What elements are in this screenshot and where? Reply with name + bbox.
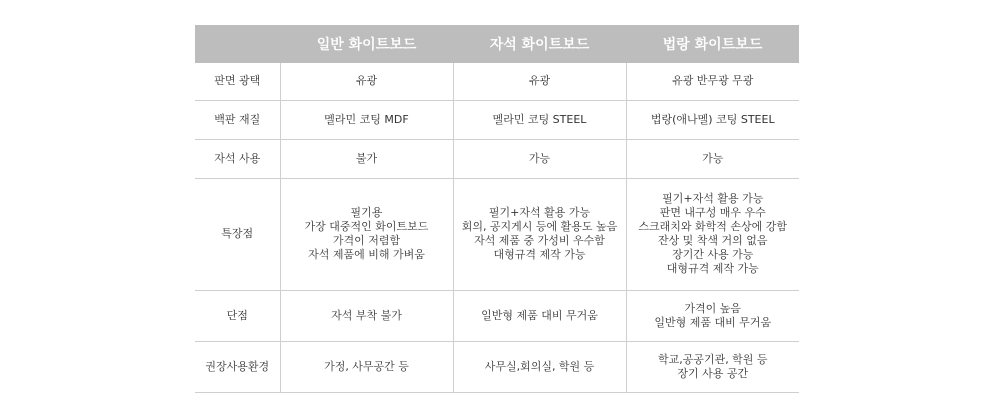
header-enamel-whiteboard: 법랑 화이트보드 <box>662 37 763 53</box>
cell-line: 가능 <box>528 151 551 165</box>
row-label: 백판 재질 <box>195 100 280 139</box>
cell-line: 판면 내구성 매우 우수 <box>659 206 766 219</box>
header-corner <box>195 25 280 63</box>
cell-line: 자석 부착 불가 <box>331 308 402 322</box>
cell-line: 법랑(애나멜) 코팅 STEEL <box>650 112 775 126</box>
cell-line: 자석 제품 중 가성비 우수함 <box>474 234 605 247</box>
cell-line: 장기 사용 공간 <box>677 366 749 380</box>
header-row <box>195 25 799 63</box>
cell-line: 대형규격 제작 가능 <box>666 262 759 275</box>
cell-general <box>280 290 453 341</box>
cell-magnetic <box>453 341 626 392</box>
cell-line: 가격이 높음 <box>684 301 742 315</box>
row-features <box>195 178 799 290</box>
cell-line: 잔상 및 착색 거의 없음 <box>657 234 768 247</box>
whiteboard-comparison-table <box>195 25 799 393</box>
cell-line: 유광 <box>528 74 551 88</box>
cell-line: 유광 반무광 무광 <box>672 74 754 88</box>
cell-general <box>280 341 453 392</box>
cell-line: 멜라민 코팅 MDF <box>324 112 409 126</box>
cell-general <box>280 63 453 100</box>
row-magnet-use <box>195 139 799 178</box>
cell-general <box>280 139 453 178</box>
cell-line: 대형규격 제작 가능 <box>493 248 586 261</box>
cell-magnetic <box>453 100 626 139</box>
cell-line: 가격이 저렴함 <box>332 234 401 247</box>
cell-line: 필기용 <box>350 206 383 219</box>
row-label: 권장사용환경 <box>195 341 280 392</box>
cell-line: 필기+자석 활용 가능 <box>662 192 764 205</box>
cell-line: 자석 제품에 비해 가벼움 <box>308 248 425 261</box>
cell-general <box>280 178 453 290</box>
cell-line: 장기간 사용 가능 <box>672 248 754 261</box>
cell-enamel <box>626 63 799 100</box>
row-label: 단점 <box>195 290 280 341</box>
row-label: 판면 광택 <box>195 63 280 100</box>
row-label: 특장점 <box>195 178 280 290</box>
cell-line: 일반형 제품 대비 무거움 <box>654 315 772 329</box>
cell-general <box>280 100 453 139</box>
cell-line: 사무실,회의실, 학원 등 <box>484 359 595 373</box>
cell-enamel <box>626 100 799 139</box>
cell-line: 회의, 공지게시 등에 활용도 높음 <box>461 220 618 233</box>
cell-line: 스크래치와 화학적 손상에 강함 <box>638 220 788 233</box>
cell-line: 유광 <box>355 74 378 88</box>
cell-magnetic <box>453 139 626 178</box>
cell-enamel <box>626 341 799 392</box>
row-label: 자석 사용 <box>195 139 280 178</box>
cell-enamel <box>626 139 799 178</box>
header-general-whiteboard: 일반 화이트보드 <box>316 37 417 53</box>
cell-line: 가정, 사무공간 등 <box>324 359 409 373</box>
cell-line: 필기+자석 활용 가능 <box>488 206 591 219</box>
cell-line: 학교,공공기관, 학원 등 <box>657 352 768 366</box>
cell-magnetic <box>453 290 626 341</box>
cell-magnetic <box>453 178 626 290</box>
cell-line: 가능 <box>702 151 724 165</box>
cell-enamel <box>626 178 799 290</box>
cell-line: 멜라민 코팅 STEEL <box>492 112 587 126</box>
cell-line: 가장 대중적인 화이트보드 <box>304 220 429 233</box>
cell-enamel <box>626 290 799 341</box>
row-board-material <box>195 100 799 139</box>
header-magnetic-whiteboard: 자석 화이트보드 <box>489 37 590 53</box>
row-drawbacks <box>195 290 799 341</box>
row-surface-gloss <box>195 63 799 100</box>
row-recommended-environment <box>195 341 799 392</box>
cell-line: 일반형 제품 대비 무거움 <box>481 308 598 322</box>
cell-magnetic <box>453 63 626 100</box>
cell-line: 불가 <box>355 151 378 165</box>
